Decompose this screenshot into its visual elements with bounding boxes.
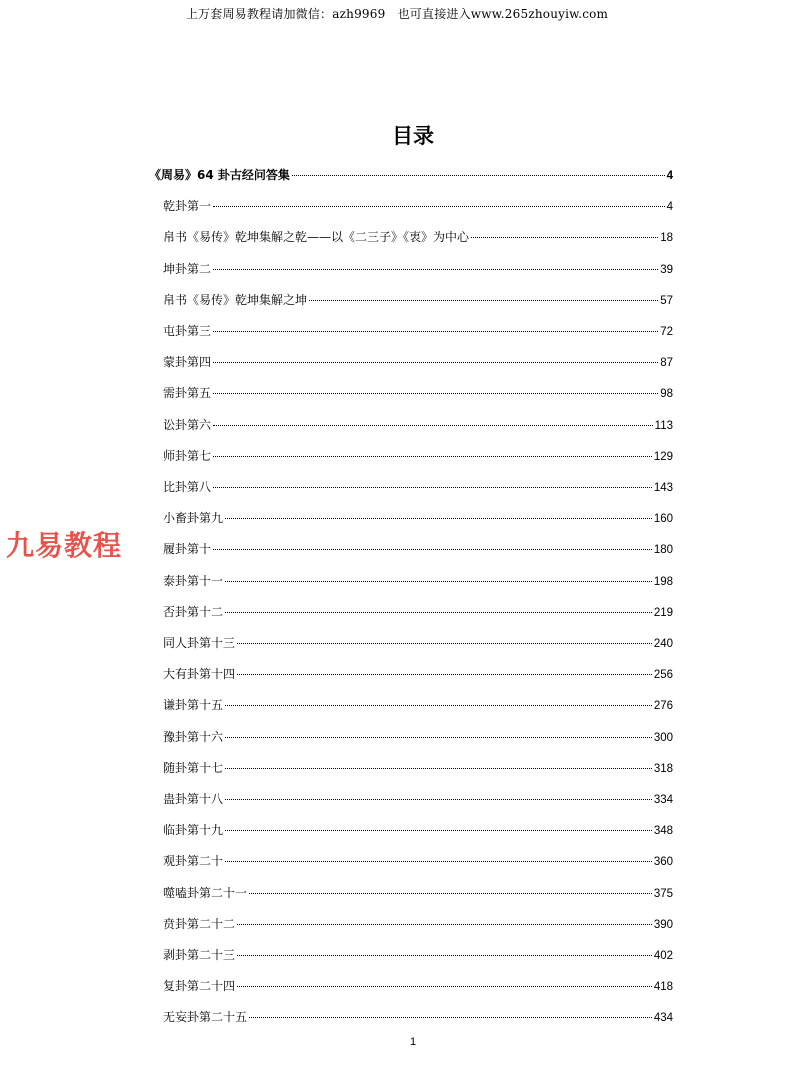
toc-entry-page: 418 [653, 981, 673, 994]
dot-leader [237, 924, 652, 925]
toc-entry-label: 随卦第十七 [163, 760, 224, 775]
dot-leader [213, 206, 665, 207]
toc-entry-page: 39 [660, 263, 673, 276]
dot-leader [471, 237, 658, 238]
toc-entry-page: 129 [653, 450, 673, 463]
toc-entry-page: 113 [654, 419, 673, 432]
dot-leader [225, 799, 652, 800]
dot-leader [213, 549, 652, 550]
toc-entry[interactable] [163, 352, 673, 372]
dot-leader [225, 612, 652, 613]
toc-entry[interactable] [163, 508, 673, 528]
dot-leader [213, 456, 652, 457]
toc-entry[interactable] [163, 851, 673, 871]
dot-leader [237, 955, 652, 956]
toc-entry-page: 318 [653, 762, 673, 775]
toc-entry-page: 256 [653, 669, 673, 682]
toc-entry-page: 348 [653, 825, 673, 838]
toc-entry-label: 观卦第二十 [163, 854, 224, 869]
dot-leader [225, 518, 652, 519]
toc-entry[interactable] [163, 914, 673, 934]
toc-entry[interactable] [163, 446, 673, 466]
watermark-logo: 九易教程 [6, 529, 123, 562]
toc-entry[interactable] [163, 321, 673, 341]
toc-entry-label: 噬嗑卦第二十一 [163, 885, 248, 900]
toc-entry-label: 无妄卦第二十五 [163, 1010, 248, 1025]
toc-entry[interactable] [163, 477, 673, 497]
toc-entry[interactable] [163, 945, 673, 965]
toc-entry-label: 豫卦第十六 [163, 729, 224, 744]
toc-entry-page: 4 [666, 201, 673, 214]
toc-entry-page: 180 [653, 544, 673, 557]
toc-entry[interactable] [163, 259, 673, 279]
toc-entry-page: 334 [653, 794, 673, 806]
toc-entry-label: 否卦第十二 [163, 604, 224, 619]
dot-leader [213, 331, 658, 332]
toc-entry[interactable] [163, 820, 673, 840]
page-number: 1 [409, 1036, 417, 1048]
dot-leader [213, 269, 658, 270]
toc-entry[interactable] [163, 883, 673, 903]
page-title: 目录 [392, 124, 434, 148]
toc-entry-page: 402 [653, 950, 673, 962]
dot-leader [249, 1017, 652, 1018]
toc-entry-label: 屯卦第三 [163, 324, 212, 338]
toc-entry-label: 帛书《易传》乾坤集解之坤 [163, 292, 308, 307]
dot-leader [225, 737, 652, 738]
toc-entry[interactable] [163, 227, 673, 247]
dot-leader [213, 487, 652, 488]
dot-leader [237, 643, 652, 644]
dot-leader [225, 861, 652, 862]
toc-entry-page: 160 [653, 513, 673, 526]
toc-entry-label: 复卦第二十四 [163, 979, 236, 994]
toc-entry-label: 《周易》64 卦古经问答集 [149, 168, 290, 182]
toc-entry-label: 乾卦第一 [163, 199, 212, 214]
toc-entry-label: 帛书《易传》乾坤集解之乾——以《二三子》《衷》为中心 [163, 230, 470, 245]
toc-entry[interactable] [163, 789, 673, 809]
toc-entry-label: 临卦第十九 [163, 823, 224, 838]
toc-entry-page: 18 [660, 232, 673, 245]
dot-leader [213, 393, 658, 394]
toc-entry[interactable] [163, 758, 673, 778]
toc-entry[interactable] [163, 633, 673, 653]
toc-entry-page: 390 [653, 918, 673, 931]
toc-entry-label: 讼卦第六 [163, 417, 212, 432]
toc-entry-page: 219 [653, 606, 673, 619]
toc-entry-label: 剥卦第二十三 [163, 948, 236, 962]
toc-entry-label: 大有卦第十四 [163, 667, 236, 682]
dot-leader [213, 362, 658, 363]
toc-entry-label: 小畜卦第九 [163, 511, 224, 526]
dot-leader [249, 893, 652, 894]
dot-leader [225, 705, 652, 706]
toc-entry-page: 143 [653, 482, 673, 494]
toc-entry-page: 72 [660, 326, 673, 338]
toc-entry[interactable] [149, 165, 673, 185]
toc-entry-label: 贲卦第二十二 [163, 916, 236, 931]
toc-entry-page: 360 [653, 856, 673, 869]
toc-entry[interactable] [163, 383, 673, 403]
toc-entry[interactable] [163, 539, 673, 559]
toc-entry[interactable] [163, 571, 673, 591]
toc-entry-label: 同人卦第十三 [163, 636, 236, 650]
toc-entry-page: 98 [660, 388, 673, 401]
toc-entry-label: 谦卦第十五 [163, 698, 224, 713]
toc-entry-label: 泰卦第十一 [163, 573, 224, 588]
header-note: 上万套周易教程请加微信：azh9969 也可直接进入www.265zhouyiw.com [185, 7, 609, 21]
toc-entry-page: 300 [653, 731, 673, 744]
dot-leader [225, 830, 652, 831]
dot-leader [237, 986, 652, 987]
dot-leader [225, 768, 652, 769]
toc-entry-page: 57 [660, 294, 673, 307]
dot-leader [237, 674, 652, 675]
toc-entry-page: 87 [660, 357, 673, 370]
toc-entry[interactable] [163, 976, 673, 996]
toc-entry-label: 师卦第七 [163, 448, 212, 463]
toc-entry[interactable] [163, 290, 673, 310]
toc-entry-page: 4 [666, 170, 673, 182]
toc-entry-page: 375 [653, 887, 673, 900]
toc-entry-label: 蛊卦第十八 [163, 792, 224, 806]
toc-entry-page: 276 [653, 700, 673, 713]
toc-entry-label: 蒙卦第四 [163, 355, 212, 370]
toc-entry[interactable] [163, 727, 673, 747]
toc-entry-label: 比卦第八 [163, 480, 212, 494]
toc-entry-page: 434 [653, 1012, 673, 1025]
toc-entry[interactable] [163, 695, 673, 715]
toc-entry[interactable] [163, 602, 673, 622]
toc-entry-label: 坤卦第二 [163, 261, 212, 276]
dot-leader [292, 175, 665, 176]
dot-leader [225, 581, 652, 582]
toc-entry[interactable] [163, 1007, 673, 1027]
toc-entry[interactable] [163, 196, 673, 216]
toc-entry-page: 240 [653, 638, 673, 650]
toc-entry[interactable] [163, 664, 673, 684]
dot-leader [213, 425, 653, 426]
dot-leader [309, 300, 658, 301]
toc-entry[interactable] [163, 415, 673, 435]
toc-entry-label: 需卦第五 [163, 386, 212, 401]
toc-entry-label: 履卦第十 [163, 542, 212, 557]
toc-entry-page: 198 [653, 575, 673, 588]
